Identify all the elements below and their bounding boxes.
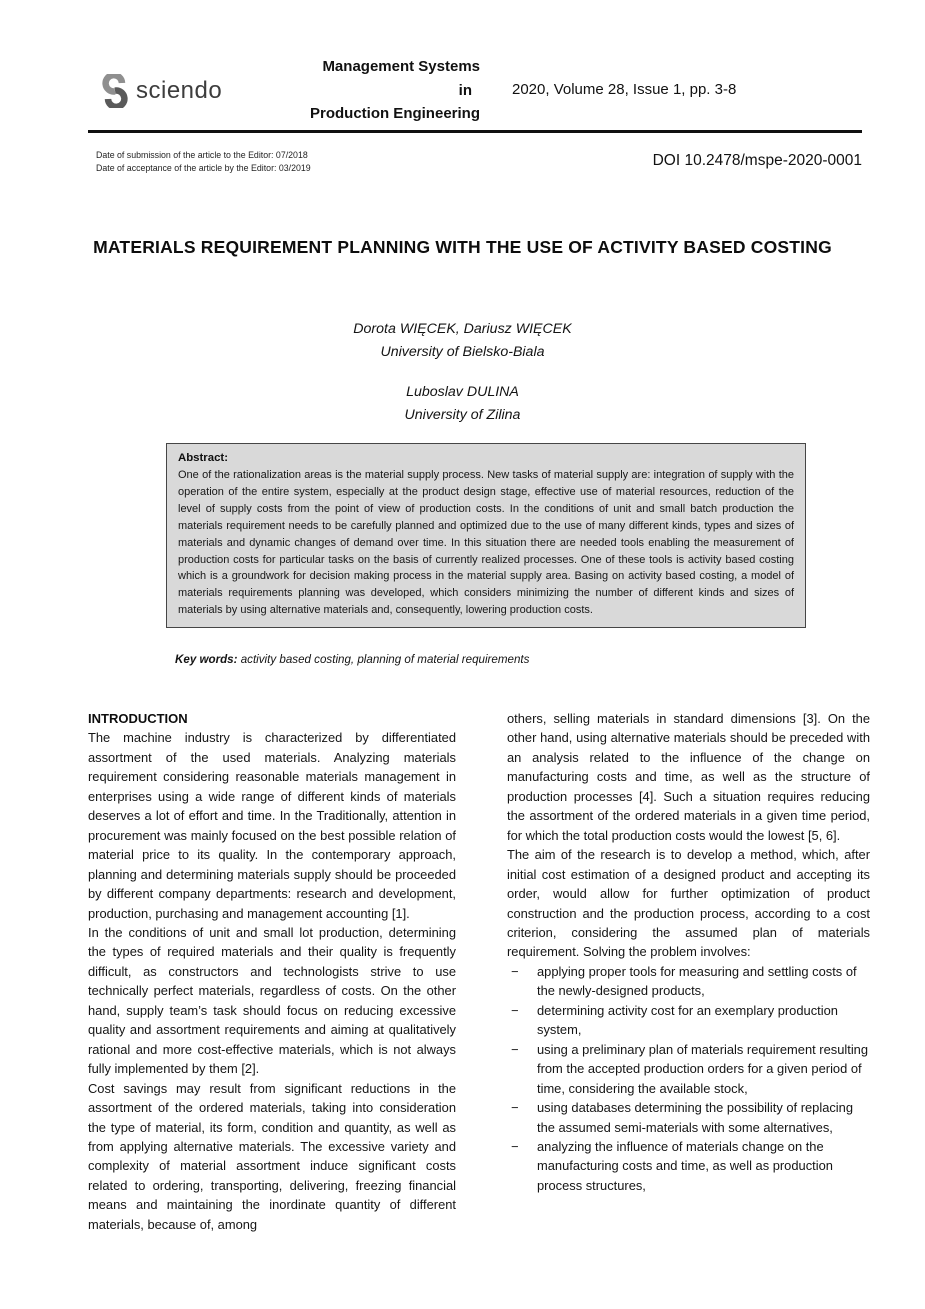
issue-info: 2020, Volume 28, Issue 1, pp. 3-8 [512, 81, 737, 98]
section-heading-introduction: INTRODUCTION [88, 711, 188, 726]
list-item [507, 962, 870, 1001]
publisher-logo [102, 74, 222, 108]
body-right-column [507, 709, 870, 1195]
keywords-label: Key words: [175, 653, 238, 666]
list-item-text: using databases determining the possibility of replacing the assumed semi-materials with some alternatives, [537, 1100, 854, 1135]
author-affiliation: University of Zilina [404, 406, 521, 423]
author-group-1 [0, 318, 925, 363]
dash-bullet-icon: − [511, 963, 519, 979]
list-item-text: using a preliminary plan of materials requirement resulting from the accepted production orders for a given period of time, considering the available stock, [537, 1041, 869, 1096]
list-item-text: applying proper tools for measuring and settling costs of the newly-designed products, [537, 963, 857, 999]
author-group-2 [0, 381, 925, 426]
abstract-label: Abstract: [178, 452, 229, 464]
list-item [507, 1040, 870, 1098]
dash-bullet-icon: − [511, 1100, 519, 1116]
dash-bullet-icon: − [511, 1138, 519, 1154]
publisher-logo-text: sciendo [136, 77, 223, 104]
journal-title [278, 55, 480, 126]
article-title: MATERIALS REQUIREMENT PLANNING WITH THE USE OF ACTIVITY BASED COSTING [93, 237, 832, 257]
author-affiliation: University of Bielsko-Biala [380, 343, 545, 360]
list-item-text: determining activity cost for an exemplary production system, [537, 1002, 838, 1038]
doi: DOI 10.2478/mspe-2020-0001 [652, 152, 862, 169]
abstract-text: One of the rationalization areas is the material supply process. New tasks of material supply are: integration of supply with the operation of the entire system, especially at the product design stage, effective use of material resources, reduction of the level of supply costs from the point of view of production costs. In the conditions of unit and small batch production the materials requirement needs to be carefully planned and optimized due to the use of many different kinds, types and sizes of materials and dynamic changes of demand over time. In this situation there are needed tools enabling the measurement of production costs for particular tasks on the basis of currently realized processes. One of these tools is activity based costing which is a groundwork for decision making process in the material supply area. Basing on activity based costing, a model of materials requirements planning was developed, which considers minimizing the number of different kinds and sizes of materials by using alternative materials and, consequently, lowering production costs. [178, 469, 794, 617]
keywords-line [175, 653, 529, 666]
journal-title-line1: Management Systems [322, 58, 480, 75]
paragraph: In the conditions of unit and small lot production, determining the types of required materials and their quality is frequently difficult, as constructors and technologists strive to use technically perfect materials, regardless of costs. On the other hand, supply team’s task should focus on reducing excessive quality and assortment requirements and aiming at qualitatively rational and more cost-effective materials, which is not always fully implemented by them [2]. [88, 924, 456, 1077]
sciendo-logo-icon [102, 74, 128, 108]
dash-bullet-icon: − [511, 1002, 519, 1018]
body-left-column [88, 709, 456, 1234]
journal-title-line2: in [458, 81, 472, 99]
author-names: Dorota WIĘCEK, Dariusz WIĘCEK [353, 321, 572, 337]
list-item [507, 1098, 870, 1137]
list-item-text: analyzing the influence of materials change on the manufacturing costs and time, as well as production process structures, [537, 1138, 833, 1193]
submission-date: Date of submission of the article to the Editor: 07/2018 [96, 150, 308, 160]
paragraph: The aim of the research is to develop a method, which, after initial cost estimation of a designed product and accepting its order, would allow for further optimization of product construction and the production process, according to a cost criterion, considering the assumed plan of materials requirement. Solving the problem involves: [507, 847, 870, 960]
paragraph: The machine industry is characterized by differentiated assortment of the used materials. Analyzing materials requirement considering reasonable materials management in enterprises using a wide range of different kinds of materials deserves a lot of effort and time. In the Traditionally, attention in procurement was mainly focused on the best possible relation of material price to its quality. In the contemporary approach, planning and determining materials supply should be proceeded by different company departments: research and development, production, purchasing and management accounting [1]. [88, 730, 456, 921]
author-names: Luboslav DULINA [406, 384, 519, 400]
dash-bullet-icon: − [511, 1041, 519, 1057]
journal-title-line3: Production Engineering [309, 105, 480, 122]
list-item [507, 1137, 870, 1195]
paragraph: Cost savings may result from significant reductions in the assortment of the ordered materials, taking into consideration the type of material, its form, condition and quantity, as well as from applying alternative materials. The excessive variety and complexity of material assortment induce significant costs related to ordering, transporting, delivering, freezing financial means and maintaining the inordinate quantity of different materials, because of, among [88, 1080, 456, 1232]
list-item [507, 1001, 870, 1040]
editorial-dates [96, 149, 311, 174]
keywords-text: activity based costing, planning of material requirements [237, 653, 530, 666]
acceptance-date: Date of acceptance of the article by the Editor: 03/2019 [96, 162, 311, 173]
header-divider [88, 130, 862, 133]
abstract-box [166, 443, 806, 628]
bullet-list [507, 962, 870, 1195]
paragraph: others, selling materials in standard dimensions [3]. On the other hand, using alternative materials should be preceded with an analysis related to the influence of the change on manufacturing costs and time, as well as the structure of production processes [4]. Such a situation requires reducing the assortment of the ordered materials in a given time period, for which the total production costs would the lowest [5, 6]. [507, 711, 870, 843]
